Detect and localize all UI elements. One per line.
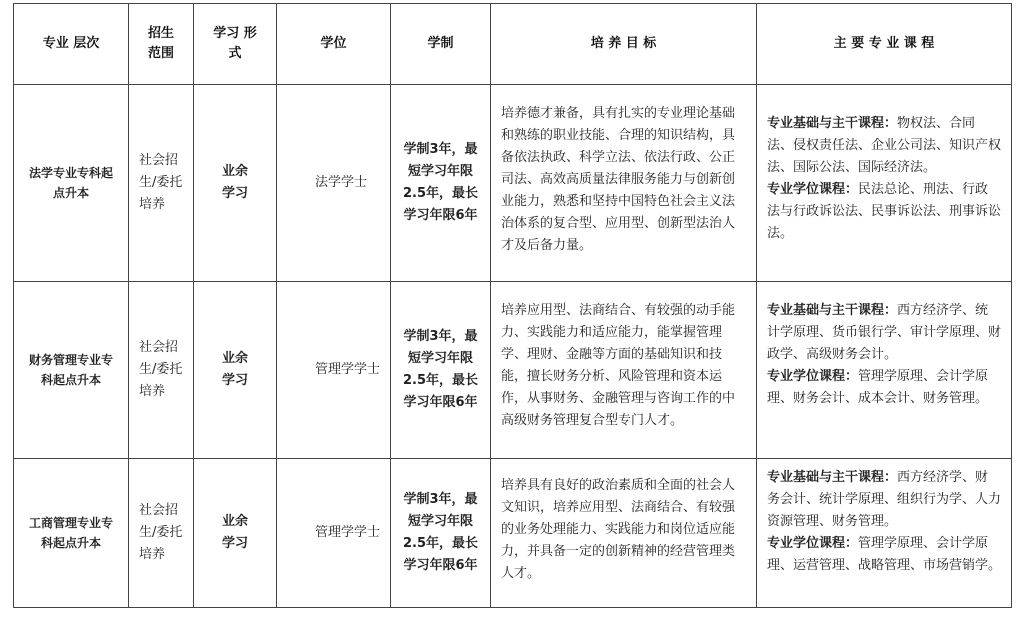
enrollment-range: 社会招生/委托培养 <box>129 85 194 282</box>
degree: 管理学学士 <box>277 282 391 459</box>
core-courses-label: 专业基础与主干课程： <box>767 116 898 131</box>
core-courses-text: 物权法、合同法、侵权责任法、企业公司法、知识产权法、国际公法、国际经济法。 <box>767 116 1002 175</box>
header-goal: 培 养 目 标 <box>491 4 757 85</box>
header-duration: 学制 <box>391 4 491 85</box>
degree-courses-text: 管理学原理、会计学原理、财务会计、成本会计、财务管理。 <box>767 369 989 406</box>
degree: 管理学学士 <box>277 459 391 608</box>
training-goal: 培养应用型、法商结合、有较强的动手能力、实践能力和适应能力，能掌握管理学、理财、金融等方面的基础知识和技能，擅长财务分析、风险管理和资本运作，从事财务、金融管理与咨询工作的中高级财务管理复合型专门人才。 <box>491 282 757 459</box>
duration: 学制3年，最短学习年限2.5年，最长学习年限6年 <box>391 85 491 282</box>
program-level: 财务管理专业专科起点升本 <box>14 282 129 459</box>
core-courses-text: 西方经济学、统计学原理、货币银行学、审计学原理、财政学、高级财务会计。 <box>767 303 1002 362</box>
duration: 学制3年，最短学习年限2.5年，最长学习年限6年 <box>391 282 491 459</box>
core-courses-text: 西方经济学、财务会计、统计学原理、组织行为学、人力资源管理、财务管理。 <box>767 470 1002 529</box>
header-level: 专业 层次 <box>14 4 129 85</box>
duration: 学制3年，最短学习年限2.5年，最长学习年限6年 <box>391 459 491 608</box>
training-goal: 培养具有良好的政治素质和全面的社会人文知识，培养应用型、法商结合、有较强的业务处理能力、实践能力和岗位适应能力，并具备一定的创新精神的经营管理类人才。 <box>491 459 757 608</box>
core-courses-label: 专业基础与主干课程： <box>767 303 898 318</box>
main-courses <box>757 85 1012 282</box>
study-form: 业余学习 <box>194 85 277 282</box>
degree: 法学学士 <box>277 85 391 282</box>
table-row <box>14 85 1012 282</box>
header-row <box>14 4 1012 85</box>
program-level: 工商管理专业专科起点升本 <box>14 459 129 608</box>
training-goal: 培养德才兼备，具有扎实的专业理论基础和熟练的职业技能、合理的知识结构，具备依法执政、科学立法、依法行政、公正司法、高效高质量法律服务能力与创新创业能力，熟悉和坚持中国特色社会主义法治体系的复合型、应用型、创新型法治人才及后备力量。 <box>491 85 757 282</box>
table-row <box>14 282 1012 459</box>
header-degree: 学位 <box>277 4 391 85</box>
header-range: 招生范围 <box>129 4 194 85</box>
degree-courses-text: 民法总论、刑法、行政法与行政诉讼法、民事诉讼法、刑事诉讼法。 <box>767 182 1002 241</box>
enrollment-range: 社会招生/委托培养 <box>129 459 194 608</box>
core-courses-label: 专业基础与主干课程： <box>767 470 898 485</box>
program-table <box>13 3 1012 608</box>
degree-courses-label: 专业学位课程： <box>767 536 859 551</box>
header-courses: 主 要 专 业 课 程 <box>757 4 1012 85</box>
program-level: 法学专业专科起点升本 <box>14 85 129 282</box>
degree-courses-label: 专业学位课程： <box>767 182 859 197</box>
table-row <box>14 459 1012 608</box>
header-form: 学习 形式 <box>194 4 277 85</box>
degree-courses-label: 专业学位课程： <box>767 369 859 384</box>
degree-courses-text: 管理学原理、会计学原理、运营管理、战略管理、市场营销学。 <box>767 536 1002 573</box>
enrollment-range: 社会招生/委托培养 <box>129 282 194 459</box>
main-courses <box>757 459 1012 608</box>
main-courses <box>757 282 1012 459</box>
study-form: 业余学习 <box>194 459 277 608</box>
study-form: 业余学习 <box>194 282 277 459</box>
